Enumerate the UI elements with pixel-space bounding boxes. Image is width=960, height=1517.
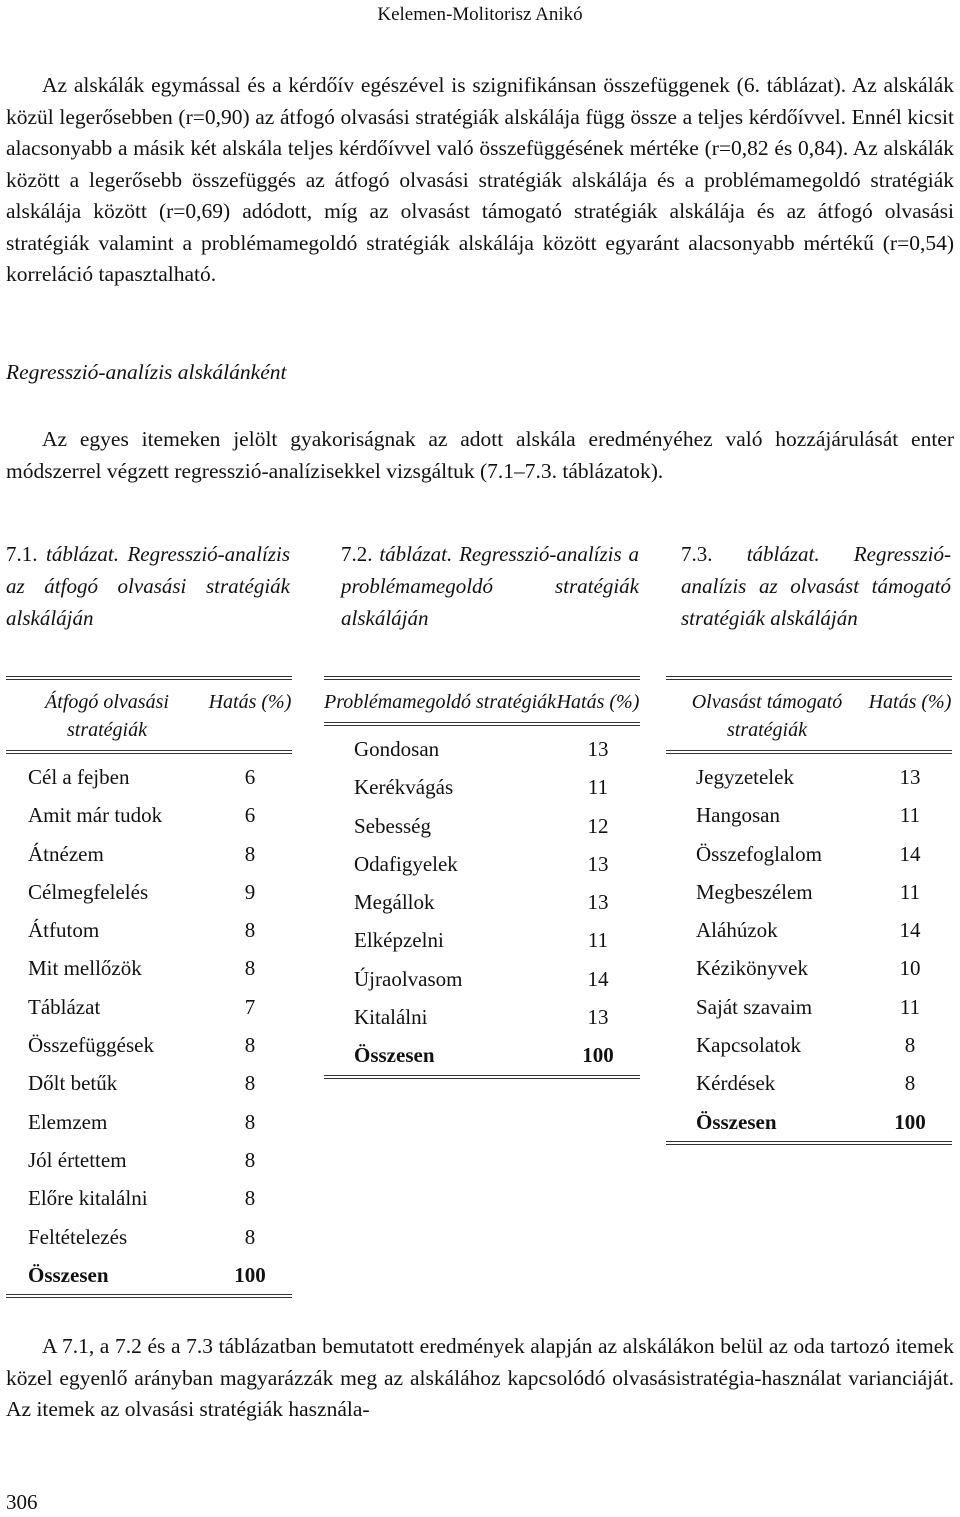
strategy-name: Mit mellőzök (28, 956, 142, 981)
strategy-name: Sebesség (354, 813, 431, 838)
effect-value: 8 (244, 1186, 256, 1211)
effect-value: 8 (244, 1033, 256, 1058)
strategy-name: Amit már tudok (28, 803, 163, 828)
strategy-name: Elemzem (28, 1109, 108, 1134)
table-header-row (666, 680, 952, 750)
table-row (324, 998, 640, 1036)
table-row (6, 873, 292, 911)
table-row (6, 835, 292, 873)
effect-value: 11 (587, 775, 609, 800)
table-header-row (6, 680, 292, 750)
table-row (666, 835, 952, 873)
caption-number: 7.2. (341, 542, 373, 566)
column-header-strategy: Átfogó olvasási stratégiák (45, 691, 169, 741)
table-row (324, 768, 640, 806)
total-label: Összesen (696, 1109, 777, 1134)
effect-value: 11 (899, 879, 921, 904)
table-header-row (324, 680, 640, 722)
table-caption-7-1 (6, 538, 290, 634)
total-label: Összesen (28, 1262, 109, 1287)
effect-value: 14 (899, 841, 921, 866)
strategy-name: Megbeszélem (696, 879, 813, 904)
strategy-name: Kérdések (696, 1071, 776, 1096)
effect-value: 8 (244, 1224, 256, 1249)
table-row (324, 730, 640, 768)
effect-value: 8 (244, 956, 256, 981)
effect-value: 14 (587, 966, 609, 991)
strategy-name: Feltételezés (28, 1224, 128, 1249)
total-value: 100 (234, 1262, 266, 1287)
column-header-strategy: Olvasást támogató stratégiák (691, 691, 843, 741)
table-row (6, 949, 292, 987)
strategy-name: Újraolvasom (354, 966, 463, 991)
total-label: Összesen (354, 1043, 435, 1068)
paragraph-conclusion: A 7.1, a 7.2 és a 7.3 táblázatban bemutatott eredmények alapján az alskálákon belül az oda tartozó itemek közel egyenlő arányban magyarázzák meg az alskálához kapcsolódó olvasásistratégia-használat varianciáját. Az itemek az olvasási stratégiák használa- (6, 1334, 954, 1421)
table-row (6, 1026, 292, 1064)
effect-value: 11 (587, 928, 609, 953)
strategy-name: Elképzelni (354, 928, 444, 953)
effect-value: 8 (244, 918, 256, 943)
strategy-name: Kapcsolatok (696, 1033, 801, 1058)
effect-value: 9 (244, 879, 256, 904)
total-row (6, 1256, 292, 1294)
table-row (666, 988, 952, 1026)
strategy-name: Cél a fejben (28, 765, 130, 789)
effect-value: 13 (587, 737, 609, 761)
effect-value: 11 (899, 803, 921, 828)
strategy-name: Dőlt betűk (28, 1071, 118, 1096)
strategy-name: Odafigyelek (354, 851, 458, 876)
strategy-name: Célmegfelelés (28, 879, 149, 904)
table-row (6, 1141, 292, 1179)
strategy-name: Táblázat (28, 994, 101, 1019)
caption-number: 7.3. (681, 542, 713, 566)
paragraph-regression-intro: Az egyes itemeken jelölt gyakoriságnak az adott alskála eredményéhez való hozzájárulását enter módszerrel végzett regresszió-analízisekkel vizsgáltuk (7.1–7.3. táblázatok). (6, 427, 954, 483)
effect-value: 8 (244, 1147, 256, 1172)
table-bottom-rule (666, 1141, 952, 1145)
effect-value: 8 (244, 841, 256, 866)
page-number: 306 (6, 1490, 38, 1514)
caption-number: 7.1. (6, 542, 38, 566)
effect-value: 7 (244, 994, 256, 1019)
table-row (6, 1064, 292, 1102)
total-value: 100 (894, 1109, 926, 1134)
table-row (6, 911, 292, 949)
table-row (666, 1064, 952, 1102)
effect-value: 12 (587, 813, 609, 838)
table-bottom-rule (6, 1294, 292, 1298)
table-row (6, 796, 292, 834)
section-subheading: Regresszió-analízis alskálánként (6, 360, 287, 384)
strategy-name: Saját szavaim (696, 994, 813, 1019)
effect-value: 10 (899, 956, 921, 981)
table-row (324, 921, 640, 959)
table-row (324, 845, 640, 883)
table-row (324, 807, 640, 845)
strategy-name: Átnézem (28, 841, 104, 866)
strategy-name: Összefüggések (28, 1033, 154, 1058)
effect-value: 6 (244, 803, 256, 828)
table-row (666, 758, 952, 796)
column-header-effect: Hatás (%) (868, 691, 952, 713)
running-header: Kelemen-Molitorisz Anikó (377, 4, 583, 25)
strategy-name: Aláhúzok (696, 918, 778, 943)
column-header-effect: Hatás (%) (556, 691, 640, 713)
table-caption-7-2 (341, 538, 639, 634)
table-bottom-rule (324, 1075, 640, 1079)
effect-value: 8 (904, 1071, 916, 1096)
total-row (666, 1103, 952, 1141)
table-row (666, 873, 952, 911)
table-row (6, 1179, 292, 1217)
effect-value: 14 (899, 918, 921, 943)
strategy-name: Kézikönyvek (696, 956, 808, 981)
table-row (324, 883, 640, 921)
caption-text: táblázat. Regresszió-analízis az olvasást támogató stratégiák alskáláján (681, 542, 951, 630)
total-value: 100 (582, 1043, 614, 1068)
table-7-1 (6, 676, 292, 1298)
effect-value: 13 (587, 1005, 609, 1030)
table-row (666, 1026, 952, 1064)
table-row (6, 988, 292, 1026)
table-row (6, 1103, 292, 1141)
strategy-name: Jól értettem (28, 1147, 127, 1172)
effect-value: 8 (244, 1071, 256, 1096)
column-header-effect: Hatás (%) (208, 691, 292, 713)
table-row (6, 1218, 292, 1256)
paragraph-correlations: Az alskálák egymással és a kérdőív egészével is szignifikánsan összefüggenek (6. táblázat). Az alskálák közül legerősebben (r=0,90) az átfogó olvasási stratégiák alskálája függ össze a teljes kérdőívvel. Ennél kicsit alacsonyabb a másik két alskála teljes kérdőívvel való összefüggésének mértéke (r=0,82 és 0,84). Az alskálák között a legerősebb összefüggés az átfogó olvasási stratégiák alskálája és a problémamegoldó stratégiák alskálája között (r=0,69) adódott, míg az olvasást támogató stratégiák alskálája és az átfogó olvasási stratégiák valamint a problémamegoldó stratégiák alskálája között egyaránt alacsonyabb mértékű (r=0,54) korreláció tapasztalható. (6, 73, 954, 286)
strategy-name: Megállok (354, 890, 435, 915)
effect-value: 13 (587, 890, 609, 915)
table-row (666, 796, 952, 834)
strategy-name: Hangosan (696, 803, 780, 828)
table-row (6, 758, 292, 796)
table-caption-7-3 (681, 538, 951, 634)
caption-text: táblázat. Regresszió-analízis az átfogó olvasási stratégiák alskáláján (6, 542, 291, 630)
effect-value: 8 (904, 1033, 916, 1058)
strategy-name: Kitalálni (354, 1005, 428, 1030)
table-row (666, 911, 952, 949)
table-7-3 (666, 676, 952, 1145)
table-7-2 (324, 676, 640, 1079)
caption-text: táblázat. Regresszió-analízis a problémamegoldó stratégiák alskáláján (341, 542, 640, 630)
effect-value: 8 (244, 1109, 256, 1134)
total-row (324, 1036, 640, 1074)
strategy-name: Jegyzetelek (696, 765, 794, 789)
effect-value: 13 (899, 765, 921, 789)
strategy-name: Előre kitalálni (28, 1186, 148, 1211)
strategy-name: Kerékvágás (354, 775, 454, 800)
effect-value: 11 (899, 994, 921, 1019)
strategy-name: Átfutom (28, 918, 100, 943)
strategy-name: Összefoglalom (696, 841, 822, 866)
effect-value: 13 (587, 851, 609, 876)
table-row (324, 960, 640, 998)
strategy-name: Gondosan (354, 737, 440, 761)
column-header-strategy: Problémamegoldó stratégiák (324, 691, 557, 713)
effect-value: 6 (244, 765, 256, 789)
table-row (666, 949, 952, 987)
